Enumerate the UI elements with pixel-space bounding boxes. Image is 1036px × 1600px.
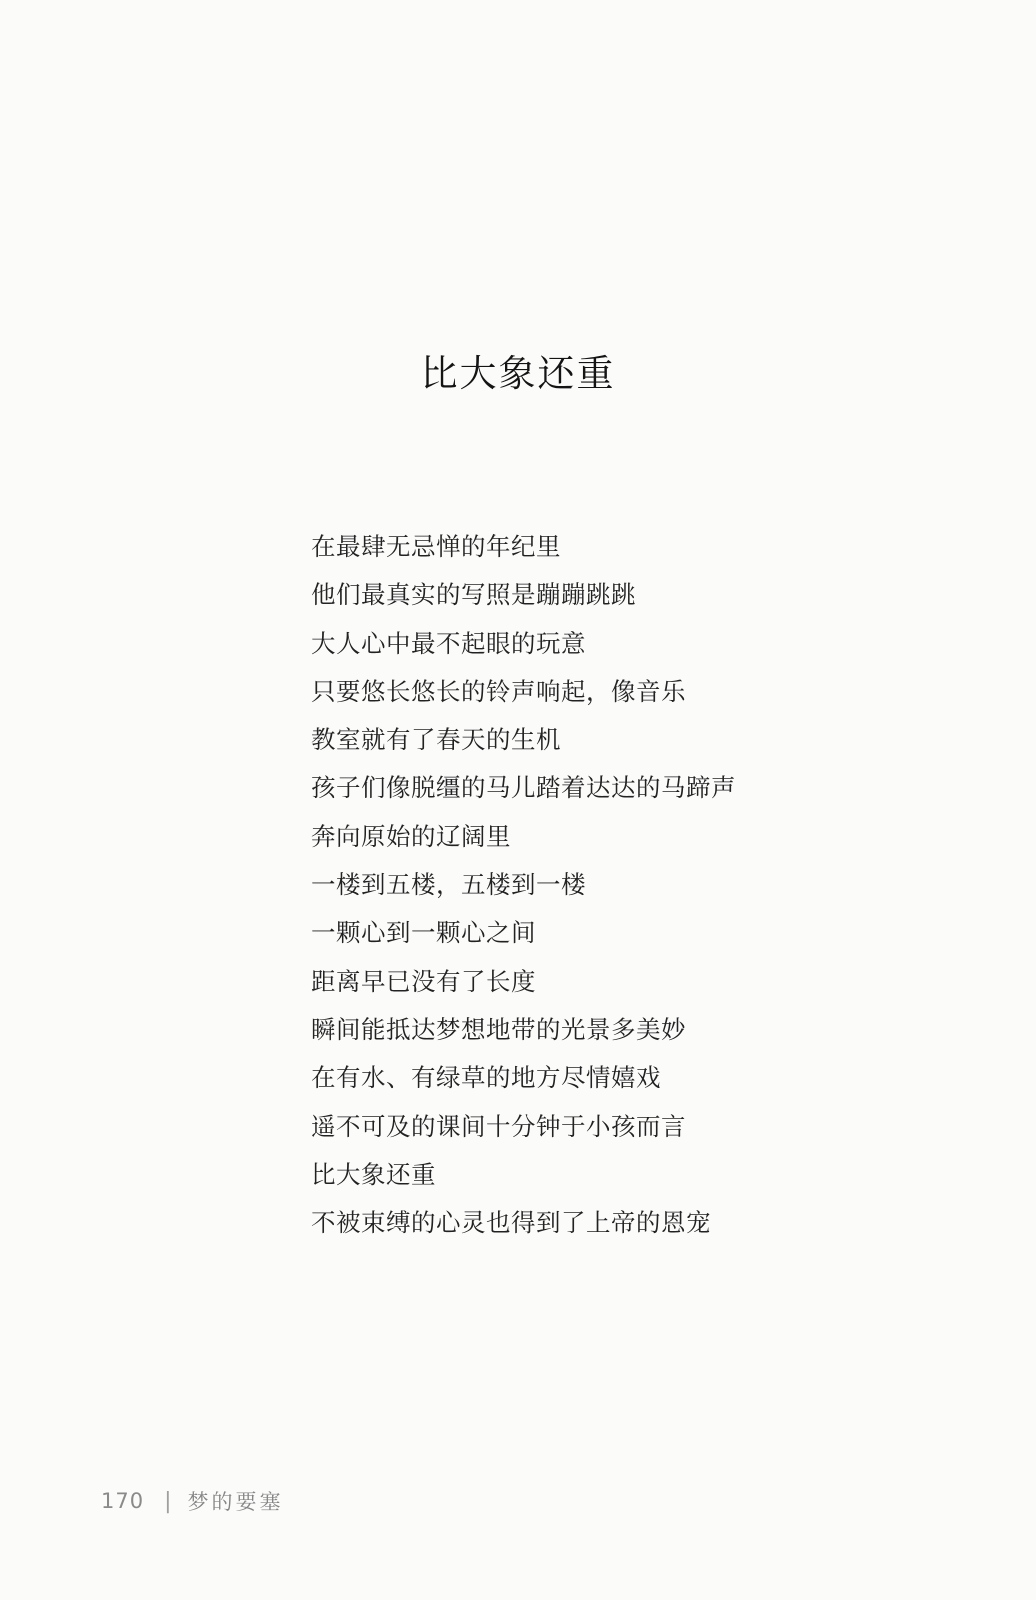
- poem-line: 比大象还重: [311, 1159, 436, 1189]
- poem-line: 教室就有了春天的生机: [311, 725, 561, 755]
- poem-line: 大人心中最不起眼的玩意: [311, 628, 586, 658]
- footer-separator: |: [164, 1488, 172, 1514]
- poem-line: 一楼到五楼，五楼到一楼: [311, 870, 586, 900]
- poem-line: 距离早已没有了长度: [311, 966, 536, 996]
- poem-line: 遥不可及的课间十分钟于小孩而言: [311, 1111, 686, 1141]
- poem-body: [311, 523, 831, 1247]
- poem-line: 在有水、有绿草的地方尽情嬉戏: [311, 1063, 661, 1093]
- poem-line: 一颗心到一颗心之间: [311, 918, 536, 948]
- poem-title: 比大象还重: [420, 352, 616, 395]
- poem-line: 奔向原始的辽阔里: [311, 821, 511, 851]
- poem-line: 他们最真实的写照是蹦蹦跳跳: [311, 580, 636, 610]
- poem-line: 孩子们像脱缰的马儿踏着达达的马蹄声: [311, 773, 736, 803]
- poem-line: 在最肆无忌惮的年纪里: [311, 532, 561, 561]
- poem-line: 不被束缚的心灵也得到了上帝的恩宠: [311, 1208, 711, 1238]
- poem-line: 只要悠长悠长的铃声响起，像音乐: [311, 676, 686, 706]
- page-footer: [101, 1484, 284, 1518]
- poem-line: 瞬间能抵达梦想地带的光景多美妙: [311, 1014, 686, 1044]
- page-number: 170: [101, 1489, 145, 1513]
- book-title: 梦的要塞: [187, 1490, 284, 1514]
